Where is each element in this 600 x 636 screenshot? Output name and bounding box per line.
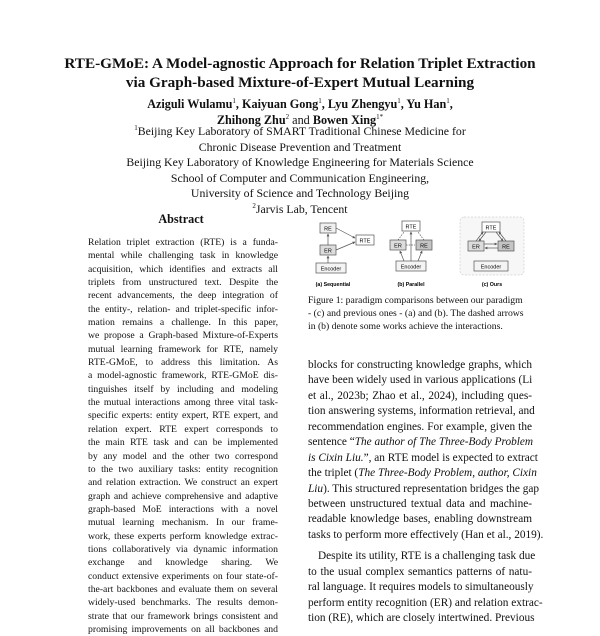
body-line: Liu). This structured representation bridges the gap [308, 482, 540, 495]
abstract-line: mation remains a challenge. In this paper, [88, 317, 278, 329]
abstract-heading: Abstract [158, 212, 204, 226]
body-line: sentence “The author of The Three-Body Problem [308, 436, 534, 449]
abstract-line: by any model and the other two correspond [88, 450, 278, 462]
abstract-line: the main RTE task and can be implemented [88, 437, 278, 449]
author-name: Zhihong Zhu [216, 113, 286, 127]
panel-b-parallel [390, 221, 432, 288]
abstract-line: exchange and knowledge sharing. We [88, 557, 278, 569]
abstract-line: to the two auxiliary tasks: entity recognition [88, 463, 278, 475]
body-line: Despite its utility, RTE is a challenging task due [318, 550, 536, 563]
abstract-line: the entity-, relation- and triplet-specific infor- [88, 303, 278, 315]
body-line: tion (RE), which are closely intertwined. Previous [308, 612, 535, 624]
body-line: to the usual complex semantics patterns of natu- [308, 565, 532, 578]
panel-b-label: (b) Parallel [397, 282, 425, 288]
abstract-line: specific experts: entity expert, RTE expert, and [88, 410, 278, 422]
svg-text:ER: ER [324, 248, 332, 255]
panel-a-label: (a) Sequential [315, 282, 351, 288]
body-line: tasks to perform more effectively (Han et al., 2019). [308, 528, 544, 541]
abstract-line: graph and achieve comprehensive and adaptive [88, 490, 278, 502]
panel-c-ours [460, 217, 524, 288]
figure-1-diagram [310, 213, 530, 293]
svg-text:Encoder: Encoder [400, 264, 422, 271]
svg-text:Encoder: Encoder [320, 266, 342, 273]
re-label: RE [324, 226, 332, 233]
author-name: Kaiyuan Gong [242, 97, 319, 111]
abstract-line: the mutual interactions among three vital task- [88, 397, 278, 409]
abstract-line: Relation triplet extraction (RTE) is a funda- [88, 237, 278, 248]
abstract-line: mutual learning framework for RTE, namely [88, 343, 278, 355]
abstract-line: relation expert. RTE expert corresponds to [88, 423, 278, 435]
panel-a-sequential [316, 223, 374, 288]
abstract-line: mutual learning mechanism. In our frame- [88, 517, 278, 529]
svg-text:RTE: RTE [405, 224, 417, 231]
abstract-line: acquisition, which identifies and extracts all [88, 263, 278, 275]
abstract-line: recent advancements, the deep integration of [88, 290, 278, 302]
paper-title: RTE-GMoE: A Model-agnostic Approach for Relation Triplet Extraction via Graph-based Mixture-of-Expert Mutual Learning [64, 55, 536, 91]
body-line: blocks for constructing knowledge graphs, which [308, 359, 532, 371]
abstract-line: widely-used benchmarks. The results demon- [88, 597, 278, 609]
abstract-line: tions collaboratively via dynamic information [88, 543, 278, 555]
body-line: the triplet (The Three-Body Problem, author, Cixin [308, 467, 537, 480]
svg-text:RE: RE [502, 244, 510, 251]
svg-text:RTE: RTE [485, 225, 497, 232]
svg-text:Encoder: Encoder [480, 264, 502, 271]
abstract-line: the-art backbones and evaluate them on several [88, 583, 278, 595]
body-line: readable knowledge bases, enabling downstream [308, 513, 532, 526]
abstract-line: conduct extensive experiments on four state-of- [88, 570, 278, 582]
panel-c-label: (c) Ours [481, 282, 503, 288]
body-line: is Cixin Liu.”, an RTE model is expected to extract [308, 451, 538, 464]
abstract-line: a model-agnostic framework, RTE-GMoE dis- [88, 370, 278, 382]
body-line: ral language. It requires models to simultaneously [308, 581, 534, 594]
abstract-line: work, these experts perform knowledge extrac- [88, 530, 278, 542]
author-name: Lyu Zhengyu [327, 97, 398, 111]
abstract-body [88, 236, 278, 636]
body-line: tion answering systems, information retrieval, and [308, 405, 535, 418]
author-name: Yu Han [406, 97, 447, 111]
body-line: et al., 2023b; Zhao et al., 2024), including ques- [308, 389, 532, 402]
abstract-line: graph-based MoE interactions with a novel [88, 503, 278, 515]
svg-text:ER: ER [394, 243, 402, 250]
abstract-line: mental while challenging task in knowledge [88, 250, 278, 262]
author-list: Aziguli Wulamu$^1$, Kaiyuan Gong$^1$, Lyu Zhengyu$^1$, Yu Han$^1$, Zhihong Zhu$^2$ and Bowen Xing$^{1*}$ [147, 96, 453, 127]
author-name: Aziguli Wulamu [147, 97, 233, 111]
abstract-line: we propose a Graph-based Mixture-of-Experts [88, 330, 278, 342]
abstract-line: tinguishes itself by including and modeling [88, 383, 278, 395]
body-text [308, 358, 544, 626]
abstract-line: strate that our framework brings consistent and [88, 610, 278, 622]
abstract-line: triplets from unstructured text. Despite the [88, 277, 278, 289]
abstract-line: RTE-GMoE, to address this limitation. As [88, 357, 278, 369]
author-name: Bowen Xing [312, 113, 377, 127]
svg-text:RTE: RTE [359, 238, 371, 245]
body-line: perform entity recognition (ER) and relation extrac- [308, 596, 543, 609]
abstract-line: and relation extraction. We construct an expert [88, 477, 278, 489]
svg-text:RE: RE [420, 243, 428, 250]
affiliations: $^1$Beijing Key Laboratory of SMART Traditional Chinese Medicine for Chronic Disease Prevention and Treatment Beijing Key Laboratory of Knowledge Engineering for Materials Science School of Computer and Communication Engineering, University of Science and Technology Beijing $^2$Jarvis Lab, Tencent [126, 124, 474, 216]
body-line: recommendation engines. For example, given the [308, 420, 532, 433]
svg-text:ER: ER [472, 244, 480, 251]
body-line: between unstructured textual data and machine- [308, 497, 532, 510]
figure-caption: Figure 1: paradigm comparisons between our paradigm - (c) and previous ones - (a) and (b). The dashed arrows in (b) denote some works achieve the interactions. [308, 295, 524, 332]
body-line: have been widely used in various applications (Li [308, 374, 533, 387]
abstract-line: promising improvements on all backbones and [88, 623, 278, 635]
